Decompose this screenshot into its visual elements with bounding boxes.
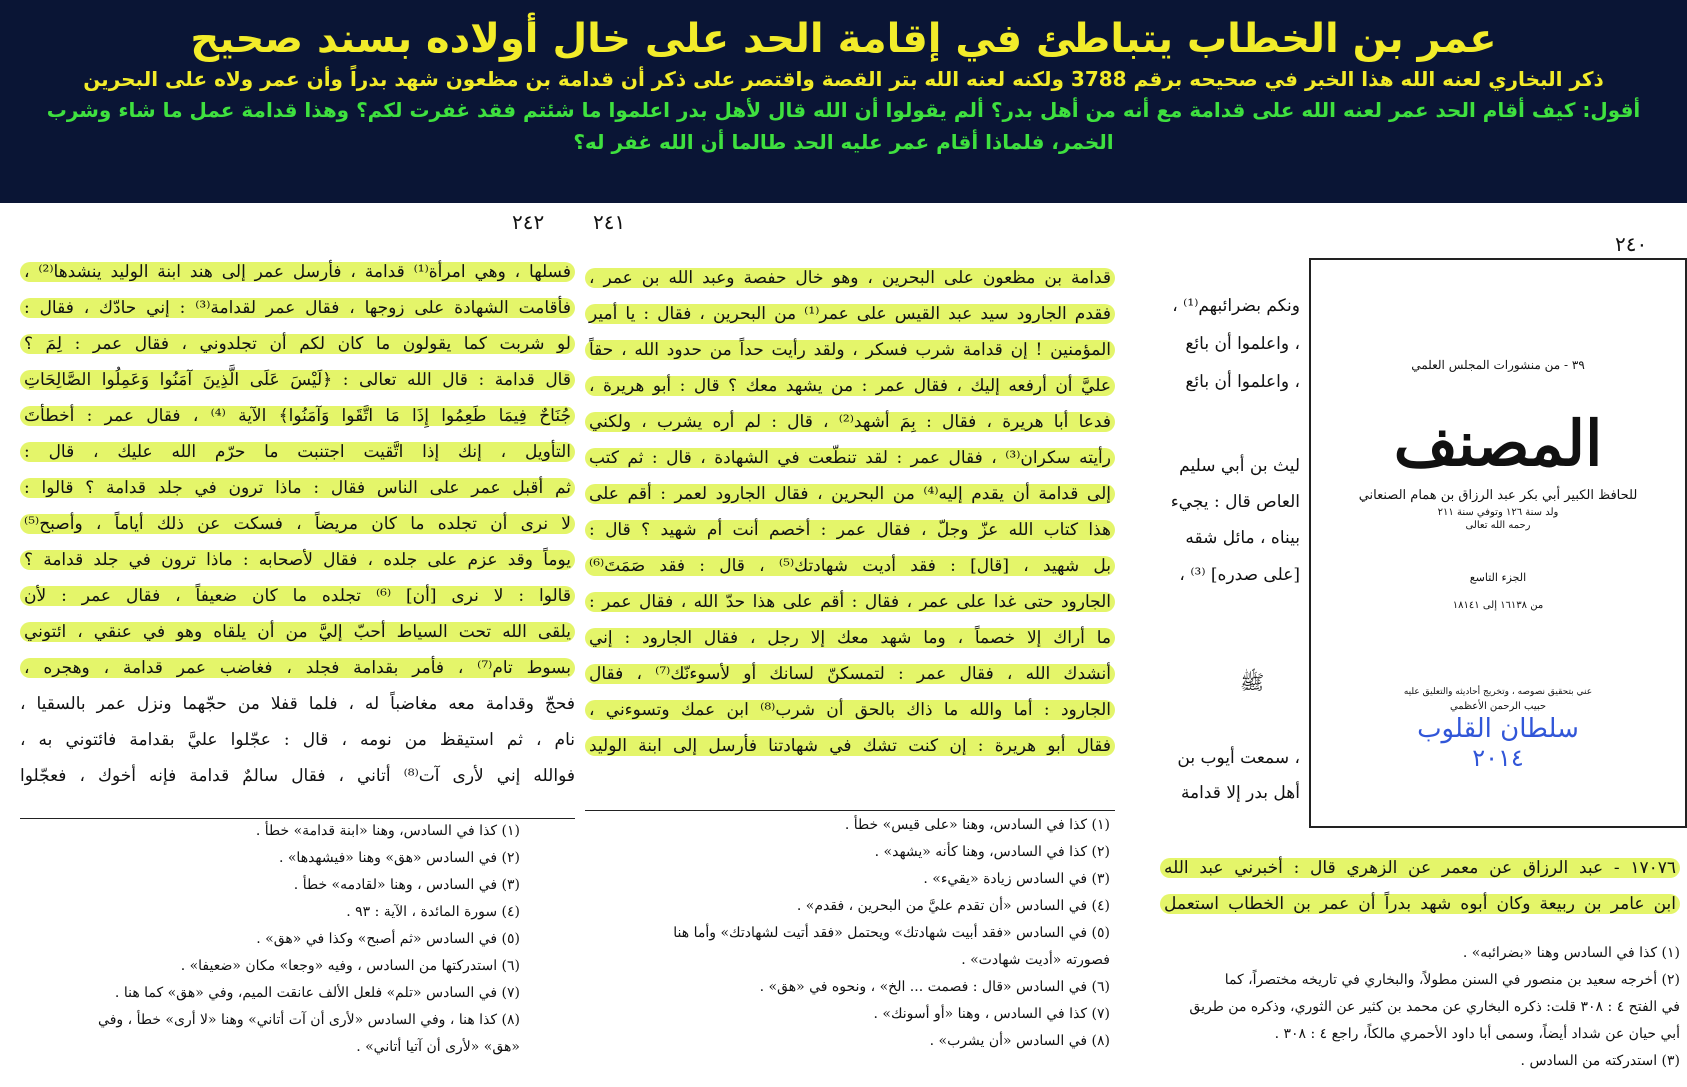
banner-question: أقول: كيف أقام الحد عمر لعنه الله على قدامة مع أنه من أهل بدر؟ ألم يقولوا أن الله قال لأهل بدر اعلموا ما شئتم فقد غفرت لكم؟ وهذا قدامة عمل ما شاء وشرب الخمر، فلماذا أقام عمر عليه الحد طالما أن الله غفر له؟ (46, 98, 1641, 154)
footnote-line: (٦) استدركتها من السادس ، وفيه «وجعا» مكان «ضعيفا» . (180, 958, 520, 974)
footnote-line: (٧) كذا في السادس ، وهنا «أو أسونك» . (873, 1006, 1110, 1022)
text-line: بل شهيد ، [قال] : فقد أديت شهادتك⁽⁵⁾ ، قال : فقد صَمَتَ⁽⁶⁾ (585, 548, 1115, 584)
footnote-line: (٢) كذا في السادس، وهنا كأنه «يشهد» . (874, 844, 1110, 860)
fragment-line: [على صدره] ⁽³⁾ ، (1179, 565, 1300, 585)
text-line: عليَّ أن أرفعه إليك ، فقال عمر : من يشهد معك ؟ قال : أبو هريرة ، (585, 368, 1115, 404)
page-number-240: ٢٤٠ (1615, 232, 1648, 256)
footnote-line: «هق» «لأرى أن آتيا أتاني» . (356, 1039, 520, 1055)
footnote-line: (٣) في السادس زيادة «يقيء» . (923, 871, 1110, 887)
text-line: قدامة بن مظعون على البحرين ، وهو خال حفصة وعبد الله بن عمر ، (585, 260, 1115, 296)
fragment-line: ، سمعت أيوب بن (1177, 748, 1300, 768)
text-line: يوماً وقد عزم على جلده ، فقال لأصحابه : ماذا ترون في جلد قدامة ؟ (20, 542, 575, 578)
banner-title: عمر بن الخطاب يتباطئ في إقامة الحد على خال أولاده بسند صحيح (190, 16, 1497, 62)
text-line: المؤمنين ! إن قدامة شرب فسكر ، ولقد رأيت حداً من حدود الله ، حقاً (585, 332, 1115, 368)
text-line: فسلها ، وهي امرأة⁽¹⁾ قدامة ، فأرسل عمر إلى هند ابنة الوليد ينشدها⁽²⁾ ، (20, 254, 575, 290)
text-line: إلى قدامة أن يقدم إليه⁽⁴⁾ من البحرين ، فقال الجارود لعمر : أقم على (585, 476, 1115, 512)
text-line: جُنَاحٌ فِيمَا طَعِمُوا إِذَا مَا اتَّقَوا وَآمَنُوا﴾ الآية ⁽⁴⁾ ، فقال عمر : أخطأتَ (20, 398, 575, 434)
book-cover-image (1309, 258, 1687, 828)
text-line: قال قدامة : قال الله تعالى : ﴿لَيْسَ عَلَى الَّذِينَ آمَنُوا وَعَمِلُوا الصَّالِحَاتِ (20, 362, 575, 398)
text-line: الجارود حتى غدا على عمر ، فقال : أقم على هذا حدّ الله ، فقال عمر : (585, 584, 1115, 620)
text-line: بسوط تام⁽⁷⁾ ، فأمر بقدامة فجلد ، فغاضب عمر قدامة ، وهجره ، (20, 650, 575, 686)
footnote-line: (٦) في السادس «قال : فصمت ... الخ» ، ونحوه في «هق» . (759, 979, 1110, 995)
cover-editor-note: عني بتحقيق نصوصه ، وتخريج أحاديثه والتعليق عليه (1403, 687, 1593, 697)
text-line: ثم أقبل عمر على الناس فقال : ماذا ترون في جلد قدامة ؟ قالوا : (20, 470, 575, 506)
text-line: ما أراك إلا خصماً ، وما شهد معك إلا رجل ، فقال الجارود : إني (585, 620, 1115, 656)
footnote-line: (١) كذا في السادس، وهنا «ابنة قدامة» خطأ . (255, 823, 520, 839)
text-line: رأيته سكران⁽³⁾ ، فقال عمر : لقد تنطّعت في الشهادة ، قال : ثم كتب (585, 440, 1115, 476)
page-241-footnotes (610, 812, 1110, 1055)
footnote-line: (٧) في السادس «تلم» فلعل الألف عانقت الميم، وفي «هق» كما هنا . (114, 985, 520, 1001)
page-242-footnotes (40, 818, 520, 1061)
text-line: فأقامت الشهادة على زوجها ، فقال عمر لقدامة⁽³⁾ : إني حادّك ، فقال : (20, 290, 575, 326)
footnote-line: أبي حيان عن شداد أيضاً، وسمى أبا داود الأحمري مالكاً، راجع ٤ : ٣٠٨ . (1274, 1026, 1680, 1042)
text-line: هذا كتاب الله عزّ وجلّ ، فقال عمر : أخصم أنت أم شهيد ؟ قال : (585, 512, 1115, 548)
fragment-line: العاص قال : يجيء (1170, 492, 1300, 512)
footnote-line: (٤) سورة المائدة ، الآية : ٩٣ . (346, 904, 520, 920)
text-line: فقدم الجارود سيد عبد القيس على عمر⁽¹⁾ من البحرين ، فقال : يا أمير (585, 296, 1115, 332)
text-line: نام ، ثم استيقظ من نومه ، قال : عجّلوا عليَّ بقدامة فائتوني به ، (20, 730, 575, 750)
watermark-year: ٢٠١٤ (1472, 744, 1524, 772)
cover-editor: حبيب الرحمن الأعظمي (1449, 701, 1547, 712)
text-line: لو شربت كما يقولون ما كان لكم أن تجلدوني ، فقال عمر : لِمَ ؟ (20, 326, 575, 362)
footnote-line: (٣) في السادس ، وهنا «لقادمه» خطأ . (293, 877, 520, 893)
banner-summary: ذكر البخاري لعنه الله هذا الخبر في صحيحه برقم 3788 ولكنه لعنه الله بتر القصة واقتصر على ذكر أن قدامة بن مظعون شهد بدراً وأن عمر ولاه على البحرين (83, 67, 1604, 91)
footnote-line: (٨) كذا هنا ، وفي السادس «لأرى أن آت أتاني» وهنا «لا أرى» خطأ ، وفي (98, 1012, 520, 1028)
footnote-line: (٥) في السادس «ثم أصبح» وكذا في «هق» . (256, 931, 520, 947)
fragment-line: ونكم بضرائبهم⁽¹⁾ ، (1172, 296, 1300, 316)
page-241-text (585, 260, 1115, 764)
cover-born: ولد سنة ١٢٦ وتوفي سنة ٢١١ (1437, 507, 1559, 518)
fragment-line: ، واعلموا أن بائع (1185, 372, 1300, 392)
text-line: فحجّ وقدامة معه مغاضباً له ، فلما قفلا من حجّهما ونزل عمر بالسقيا ، (20, 694, 575, 714)
cover-author: للحافظ الكبير أبي بكر عبد الرزاق بن همام الصنعاني (1358, 488, 1638, 503)
text-line: فدعا أبا هريرة ، فقال : بِمَ أشهد⁽²⁾ ، قال : لم أره يشرب ، ولكني (585, 404, 1115, 440)
page-number-242: ٢٤٢ (512, 210, 545, 234)
footnote-line: فصورته «أديت شهادت» . (961, 952, 1110, 968)
footnote-line: (٥) في السادس «فقد أبيت شهادتك» ويحتمل «فقد أتيت لشهادتك» وأما هنا (673, 925, 1110, 941)
footnote-line: (١) كذا في السادس وهنا «بضرائبه» . (1462, 945, 1680, 961)
fragment-line: أهل بدر إلا قدامة (1180, 783, 1300, 803)
text-line: فقال أبو هريرة : إن كنت تشك في شهادتنا فأرسل إلى ابنة الوليد (585, 728, 1115, 764)
fragment-line: ليث بن أبي سليم (1179, 456, 1300, 476)
cover-rahimahu: رحمه الله تعالى (1465, 520, 1531, 531)
hadith-line: ابن عامر بن ربيعة وكان أبوه شهد بدراً أن عمر بن الخطاب استعمل (1160, 886, 1680, 922)
page-240-hadith (1160, 850, 1680, 922)
text-line: الجارود : أما والله ما ذاك بالحق أن شرب⁽⁸⁾ ابن عمك وتسوءني ، (585, 692, 1115, 728)
cover-part: الجزء التاسع (1469, 571, 1527, 584)
text-line: التأويل ، إنك إذا اتَّقيت اجتنبت ما حرّم الله عليك ، قال : (20, 434, 575, 470)
hadith-line: ١٧٠٧٦ - عبد الرزاق عن معمر عن الزهري قال : أخبرني عبد الله (1160, 850, 1680, 886)
fragment-line: ، واعلموا أن بائع (1185, 334, 1300, 354)
text-line: لا نرى أن تجلده ما كان مريضاً ، فسكت عن ذلك أياماً ، وأصبح⁽⁵⁾ (20, 506, 575, 542)
text-line: يلقى الله تحت السياط أحبّ إليَّ من أن يلقاه وهو في عنقي ، ائتوني (20, 614, 575, 650)
cover-range: من ١٦١٣٨ إلى ١٨١٤١ (1452, 600, 1544, 611)
cover-title: المصنف (1393, 407, 1603, 480)
footnote-line: (٣) استدركته من السادس . (1520, 1053, 1680, 1069)
page-242-text (20, 254, 575, 794)
footnote-line: (١) كذا في السادس، وهنا «على قيس» خطأ . (844, 817, 1110, 833)
footnote-line: في الفتح ٤ : ٣٠٨ قلت: ذكره البخاري عن محمد بن كثير عن الثوري، وذكره من طريق (1189, 999, 1680, 1015)
footnote-line: (٢) أخرجه سعيد بن منصور في السنن مطولاً، والبخاري في تاريخه مختصراً، كما (1224, 972, 1680, 988)
text-line: قالوا : لا نرى [أن] ⁽⁶⁾ تجلده ما كان ضعيفاً ، فقال عمر : لأن (20, 578, 575, 614)
text-line: فوالله إني لأرى آت⁽⁸⁾ أتاني ، فقال سالمٌ قدامة فإنه أخوك ، فعجّلوا (20, 766, 575, 786)
footnote-divider (585, 810, 1115, 811)
cover-series: ٣٩ - من منشورات المجلس العلمي (1411, 358, 1585, 372)
header-banner (0, 0, 1687, 203)
page-240-footnotes (1170, 940, 1680, 1075)
text-line: أنشدك الله ، فقال عمر : لتمسكنّ لسانك أو لأسوءنّك⁽⁷⁾ ، فقال (585, 656, 1115, 692)
fragment-line: بيناه ، مائل شقه (1185, 528, 1300, 548)
seal-glyph: ﷺ (1240, 670, 1265, 694)
watermark-stamp: سلطان القلوب (1417, 714, 1579, 744)
footnote-line: (٢) في السادس «هق» وهنا «فيشهدها» . (278, 850, 520, 866)
page-number-241: ٢٤١ (593, 210, 626, 234)
footnote-line: (٨) في السادس «أن يشرب» . (929, 1033, 1110, 1049)
footnote-line: (٤) في السادس «أن تقدم عليَّ من البحرين ، فقدم» . (796, 898, 1110, 914)
